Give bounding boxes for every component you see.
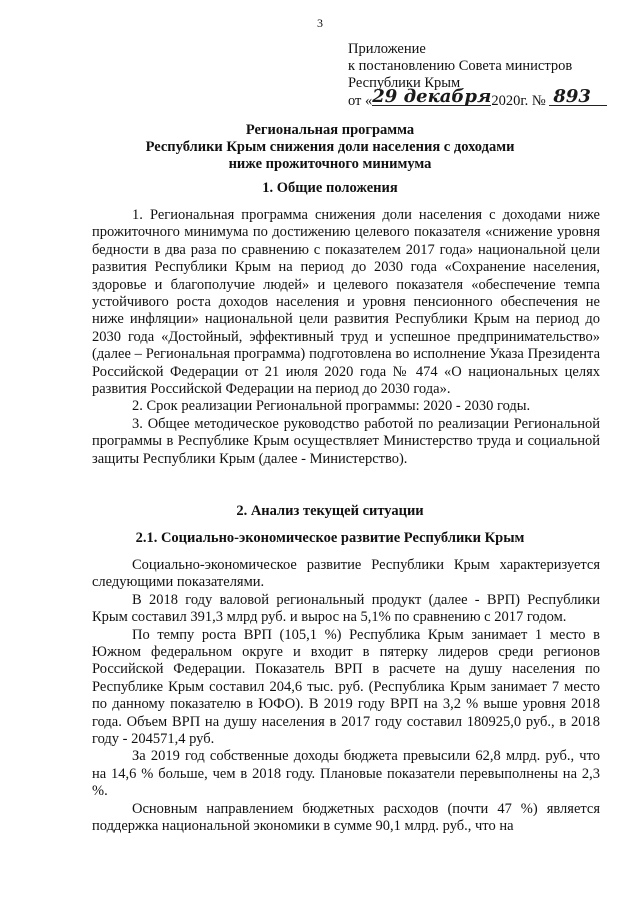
title-line-3: ниже прожиточного минимума: [228, 156, 432, 172]
paragraph-5: В 2018 году валовой региональный продукт (далее - ВРП) Республики Крым составил 391,3 млрд руб. и вырос на 5,1% по сравнению с 2017 годом.: [92, 591, 600, 626]
paragraph-1: 1. Региональная программа снижения доли населения с доходами ниже прожиточного минимума по достижению целевого показателя «снижение уровня бедности в два раза по сравнению с показателем 2017 года» национальной цели развития Республики Крым на период до 2030 года «Сохранение населения, здоровье и благополучие людей» и целевого показателя «обеспечение темпа устойчивого роста доходов населения и уровня пенсионного обеспечения не ниже инфляции» национальной цели развития Республики Крым на период до 2030 года «Достойный, эффективный труд и успешное предпринимательство» (далее – Региональная программа) подготовлена во исполнение Указа Президента Российской Федерации от 21 июля 2020 года № 474 «О национальных целях развития Российской Федерации на период до 2030 года».: [92, 207, 600, 398]
date-suffix: 2020г. №: [491, 93, 546, 109]
section-1-body: [92, 207, 600, 468]
section-2-body: [92, 557, 600, 836]
appendix-date-line: [348, 86, 607, 110]
title-line-2: Республики Крым снижения доли населения с доходами: [145, 139, 515, 155]
section-2-heading: 2. Анализ текущей ситуации: [236, 503, 424, 519]
appendix-line-3: Республики Крым: [348, 75, 461, 91]
appendix-line-1: Приложение: [348, 41, 426, 57]
handwritten-number: 893: [549, 89, 607, 106]
page-number: 3: [317, 16, 323, 30]
section-2-1-heading: 2.1. Социально-экономическое развитие Республики Крым: [135, 530, 525, 546]
paragraph-8: Основным направлением бюджетных расходов (почти 47 %) является поддержка национальной экономики в сумме 90,1 млрд. руб., что на: [92, 800, 600, 835]
section-1-heading: 1. Общие положения: [262, 180, 398, 196]
paragraph-3: 3. Общее методическое руководство работой по реализации Региональной программы в Республике Крым осуществляет Министерство труда и социальной защиты Республики Крым (далее - Министерство).: [92, 415, 600, 467]
paragraph-7: За 2019 год собственные доходы бюджета превысили 62,8 млрд. руб., что на 14,6 % больше, чем в 2018 году. Плановые показатели перевыполнены на 2,3 %.: [92, 748, 600, 800]
appendix-line-2: к постановлению Совета министров: [348, 58, 573, 74]
handwritten-date: 29 декабря: [372, 86, 492, 107]
document-title: [60, 122, 600, 173]
paragraph-4: Социально-экономическое развитие Республики Крым характеризуется следующими показателями.: [92, 557, 600, 591]
paragraph-2: 2. Срок реализации Региональной программы: 2020 - 2030 годы.: [132, 398, 531, 415]
appendix-block: [348, 41, 607, 110]
paragraph-6: По темпу роста ВРП (105,1 %) Республика Крым занимает 1 место в Южном федеральном округе и входит в пятерку лидеров среди регионов Российской Федерации. Показатель ВРП в расчете на душу населения по Республике Крым составил 204,6 тыс. руб. (Республика Крым занимает 7 место по данному показателю в ЮФО). В 2019 году ВРП на 3,2 % выше уровня 2018 года. Объем ВРП на душу населения в 2017 году составил 180925,0 руб., в 2018 году - 204571,4 руб.: [92, 626, 600, 748]
title-line-1: Региональная программа: [245, 122, 415, 138]
date-prefix: от «: [348, 93, 373, 109]
